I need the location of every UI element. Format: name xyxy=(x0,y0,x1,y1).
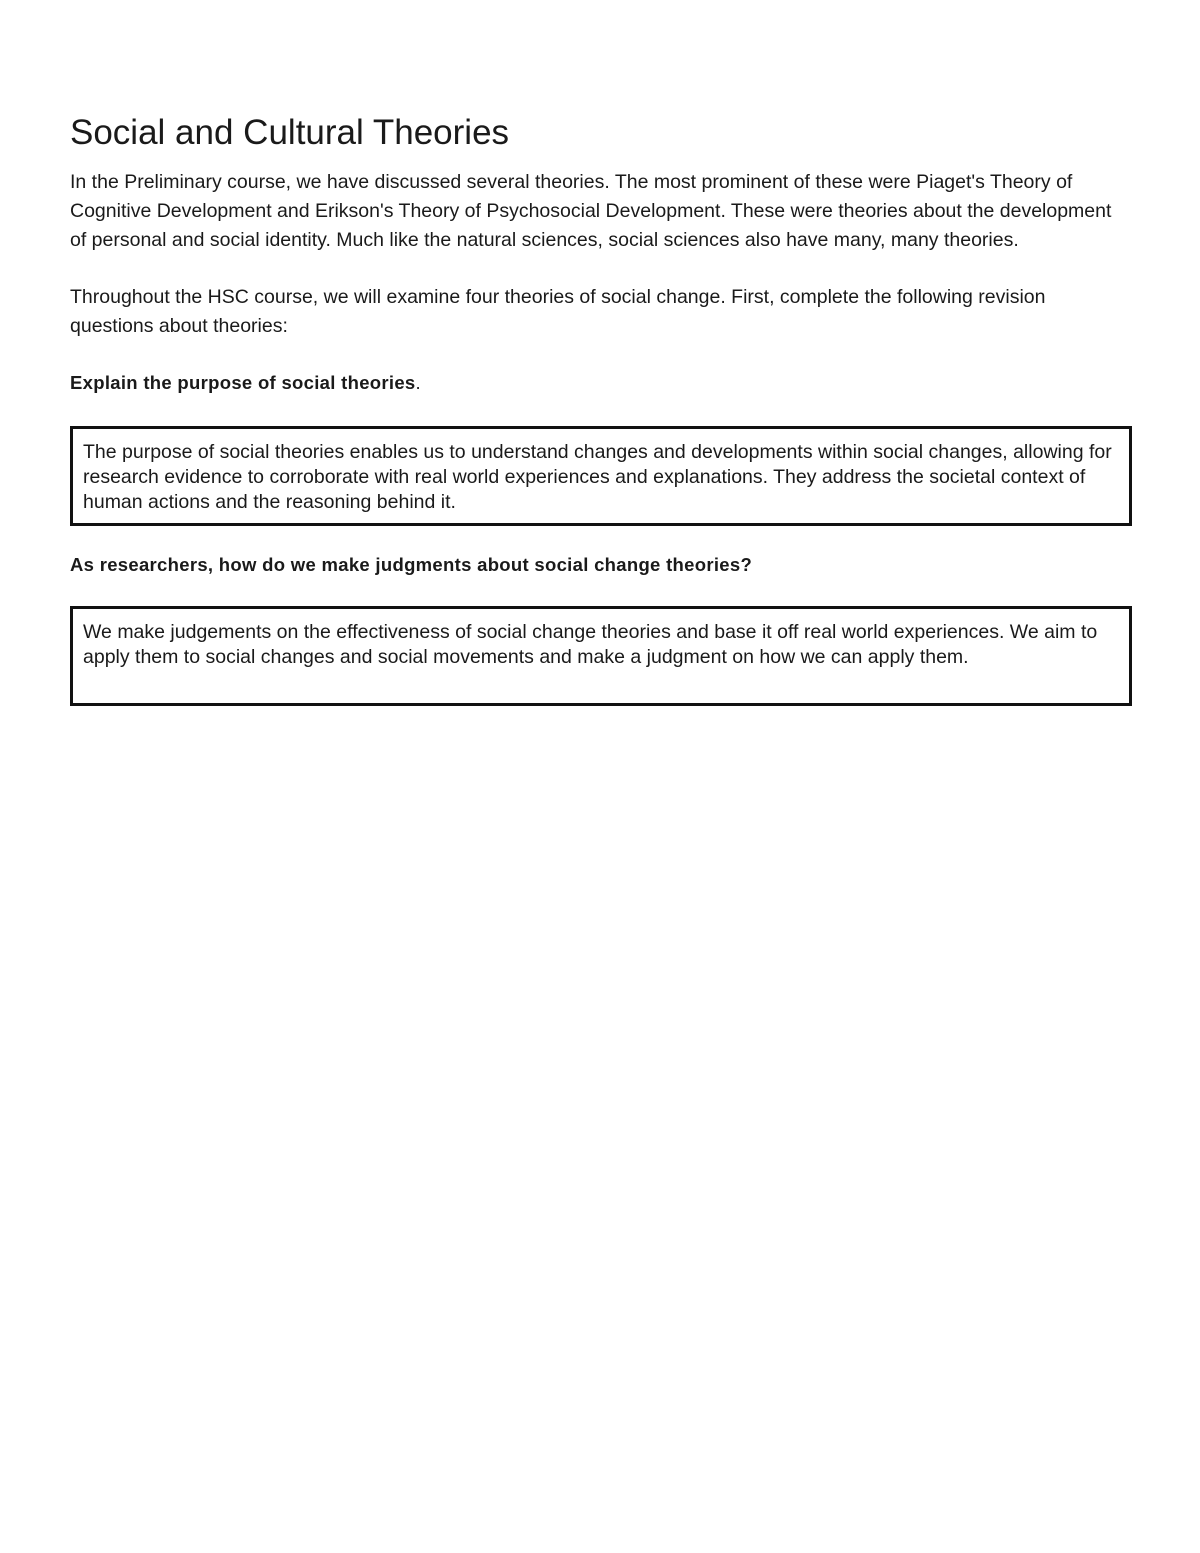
intro-paragraph: In the Preliminary course, we have discussed several theories. The most prominent of these were Piaget's Theory of Cognitive Development and Erikson's Theory of Psychosocial Development. These were theories about the development of personal and social identity. Much like the natural sciences, social sciences also have many, many theories. xyxy=(70,171,1112,251)
page-title: Social and Cultural Theories xyxy=(70,113,510,152)
question-2-prompt xyxy=(70,552,1132,578)
question-1-prompt xyxy=(70,370,1132,396)
answer-box-1[interactable]: The purpose of social theories enables us to understand changes and developments within social changes, allowing for research evidence to corroborate with real world experiences and explanations. They address the societal context of human actions and the reasoning behind it. xyxy=(70,426,1132,526)
answer-box-2[interactable]: We make judgements on the effectiveness of social change theories and base it off real world experiences. We aim to apply them to social changes and social movements and make a judgment on how we can apply them. xyxy=(70,606,1132,706)
question-1-suffix: . xyxy=(415,372,421,393)
question-1-text: Explain the purpose of social theories xyxy=(70,372,416,393)
document-page xyxy=(70,108,1132,706)
question-2-text: As researchers, how do we make judgments about social change theories? xyxy=(70,554,753,575)
instruction-paragraph: Throughout the HSC course, we will examine four theories of social change. First, complete the following revision questions about theories: xyxy=(70,286,1046,337)
